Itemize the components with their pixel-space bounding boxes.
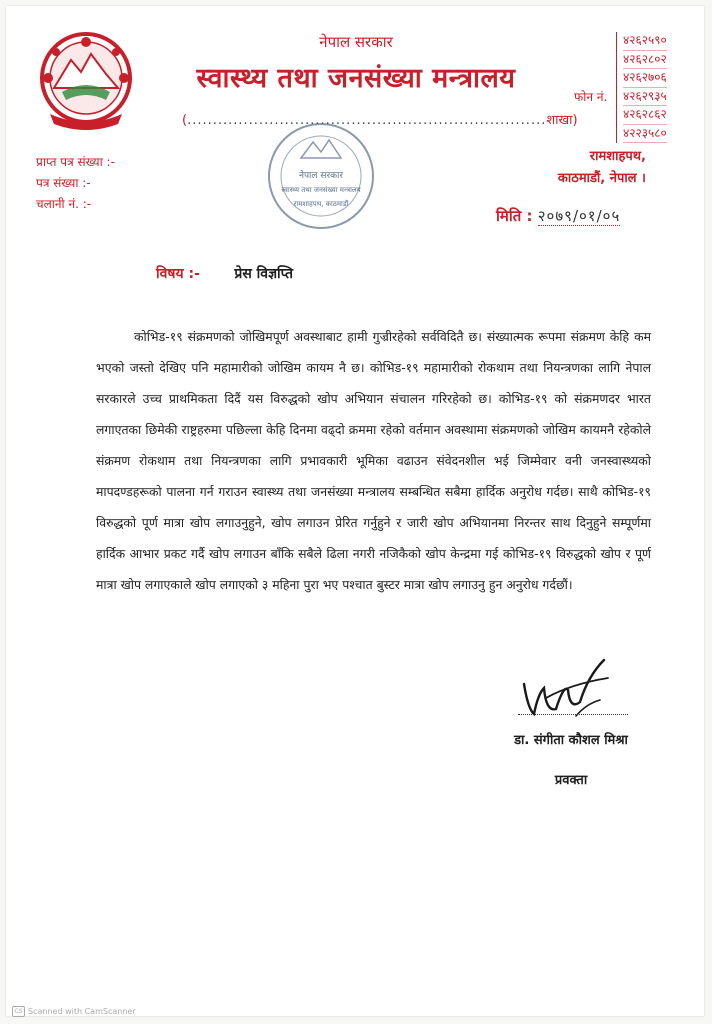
- phone-number: ४२२३५८०: [623, 125, 667, 144]
- branch-label: शाखा): [546, 113, 578, 128]
- stamp-line-2: स्वास्थ्य तथा जनसंख्या मन्त्रालय: [281, 186, 361, 194]
- scanner-text: Scanned with CamScanner: [28, 1007, 136, 1016]
- received-letter-number: प्राप्त पत्र संख्या :-: [36, 155, 115, 169]
- scanner-watermark: [12, 1006, 136, 1017]
- signer-name: डा. संगीता कौशल मिश्रा: [514, 733, 628, 748]
- subject-text: प्रेस विज्ञप्ति: [234, 266, 293, 282]
- date-label: मिति :: [496, 207, 533, 225]
- date-value: २०७९/०१/०५: [537, 207, 621, 225]
- signer-role: प्रवक्ता: [554, 773, 588, 788]
- stamp-line-1: नेपाल सरकार: [298, 171, 344, 181]
- stamp-line-3: रामशाहपथ, काठमाडौं: [293, 200, 349, 208]
- address-line-2: काठमाडौं, नेपाल ।: [557, 171, 646, 186]
- press-release-body: कोभिड-१९ संक्रमणको जोखिमपूर्ण अवस्थाबाट हामी गुज्रीरहेको सर्वविदितै छ। संख्यात्मक रूपमा संक्रमण केहि कम भएको जस्तो देखिए पनि महामारीको जोखिम कायम नै छ। कोभिड-१९ महामारीको रोकथाम तथा नियन्त्रणका लागि नेपाल सरकारले उच्च प्राथमिकता दिदैं यस विरुद्धको खोप अभियान संचालन गरिरहेको छ। कोभिड-१९ को संक्रमणदर भारत लगाएतका छिमेकी राष्ट्रहरुमा पछिल्ला केहि दिनमा वढ्दो क्रममा रहेको वर्तमान अवस्थामा संक्रमणको जोखिम कायमनै रहेकोले संक्रमण रोकथाम तथा नियन्त्रणका लागि प्रभावकारी भूमिका वढाउन संवेदनशील भई जिम्मेवार वनी जनस्वास्थ्यको मापदण्डहरूको पालना गर्न गराउन स्वास्थ्य तथा जनसंख्या मन्त्रालय सम्बन्धित सबैमा हार्दिक अनुरोध गर्दछ। साथै कोभिड-१९ विरुद्धको पूर्ण मात्रा खोप लगाउनुहुने, खोप लगाउन प्रेरित गर्नुहुने र जारी खोप अभियानमा निरन्तर साथ दिनुहुने सम्पूर्णमा हार्दिक आभार प्रकट गर्दै खोप लगाउन बाँकि सबैले ढिला नगरी नजिकैको खोप केन्द्रमा गई कोभिड-१९ विरुद्धको खोप र पूर्ण मात्रा खोप लगाएकाले खोप लगाएको ३ महिना पुरा भए पश्चात बुस्टर मात्रा खोप लगाउनु हुन अनुरोध गर्दछौं।: [96, 329, 651, 592]
- camscanner-logo-icon: CS: [12, 1006, 25, 1017]
- branch-dots: ......................................................................: [187, 113, 547, 128]
- phone-number: ४२६२५९०: [623, 32, 667, 51]
- date-field: [496, 206, 620, 226]
- government-name: नेपाल सरकार: [319, 33, 393, 51]
- phone-number: ४२६२८०२: [623, 51, 667, 70]
- phone-number: ४२६२९३५: [623, 88, 667, 107]
- reference-fields: [36, 152, 115, 215]
- address-line-1: रामशाहपथ,: [589, 149, 646, 164]
- letter-page: [6, 6, 704, 1016]
- phone-number: ४२६२७०६: [623, 69, 667, 88]
- office-address: [526, 146, 646, 190]
- branch-open: (: [182, 113, 188, 128]
- signature-line: [518, 714, 628, 715]
- subject-label: विषय :-: [156, 266, 200, 282]
- nepal-emblem-icon: [36, 26, 136, 136]
- ministry-name: स्वास्थ्य तथा जनसंख्या मन्त्रालय: [196, 63, 516, 94]
- ministry-stamp-icon: [261, 116, 381, 236]
- phone-label: फोन नं.: [574, 90, 608, 104]
- subject-line: [156, 264, 293, 283]
- dispatch-number: चलानी नं. :-: [36, 197, 92, 211]
- phone-number: ४२६२८६२: [623, 106, 667, 125]
- phone-list: [616, 32, 667, 143]
- letter-number: पत्र संख्या :-: [36, 176, 91, 190]
